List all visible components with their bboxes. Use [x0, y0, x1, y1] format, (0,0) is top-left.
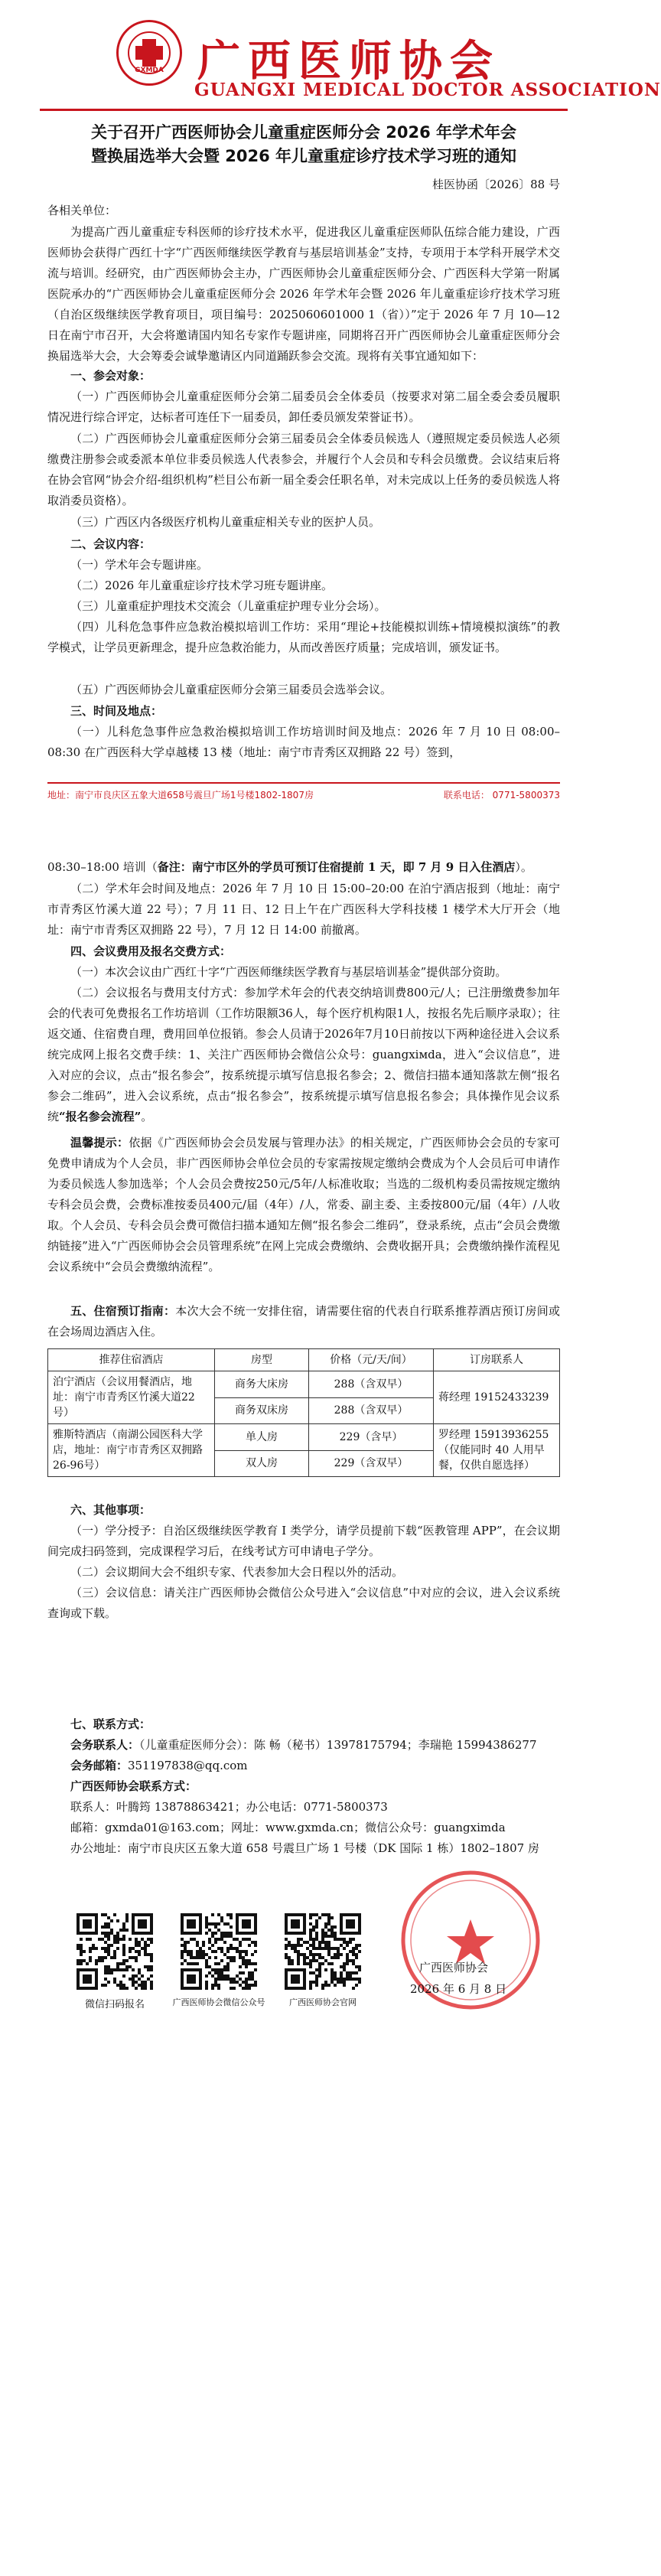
section-5: 五、住宿预订指南：本次大会不统一安排住宿，请需要住宿的代表自行联系推荐酒店预订房间或在会场周边酒店入住。	[47, 1304, 560, 1339]
wechat-official-account-qr-code[interactable]	[181, 1913, 257, 1990]
section-4-item: （二）会议报名与费用支付方式：参加学术年会的代表交纳培训费800元/人；已注册缴费参加年会的代表可免费报名工作坊培训（工作坊限额36人，每个医疗机构限1人，按报名先后顺序录取）；往返交通、住宿费自理，费用回单位报销。参会人员请于2026年7月10日前按以下两种途径进入会议系统完成网上报名交费手续：1、关注广西医师协会微信公众号：guangxiмda，进入“会议信息”，进入对应的会议，点击“报名参会”，按系统提示填写信息报名参会；2、微信扫描本通知落款左侧“报名参会二维码”，进入会议系统，点击“报名参会”，按系统提示填写信息报名参会；具体操作见会议系统“报名参会流程”。	[47, 986, 560, 1123]
price-cell: 288（含双早）	[309, 1397, 434, 1424]
contact-line: 会务联系人：（儿童重症医师分会）：陈 畅（秘书）13978175794；李瑞艳 15994386277	[70, 1738, 537, 1752]
qr-caption: 广西医师协会官网	[289, 1997, 357, 2007]
qr-caption: 微信扫码报名	[84, 1999, 145, 2010]
section-2-item: （四）儿科危急事件应急救治模拟培训工作坊：采用“理论+技能模拟训练+情境模拟演练”的教学模式，让学员更新理念，提升应急救治能力，从而改善医疗质量；完成培训，颁发证书。	[47, 620, 560, 654]
section-6-title: 六、其他事项：	[70, 1503, 151, 1517]
section-4-item: （一）本次会议由广西红十字“广西医师继续医学教育与基层培训基金”提供部分资助。	[70, 965, 507, 979]
registration-qr-code[interactable]	[77, 1913, 153, 1990]
org-name: 广西医师协会	[197, 37, 500, 86]
section-3-item-1a: （一）儿科危急事件应急救治模拟培训工作坊培训时间及地点：2026 年 7 月 10 日 08:00–08:30 在广西医科大学卓越楼 13 楼（地址：南宁市青秀区双拥路 22 号）签到，	[47, 725, 560, 759]
table-header-cell: 价格（元/天/间）	[309, 1349, 434, 1371]
registration-flow-label: “报名参会流程”	[59, 1110, 142, 1123]
section-1-title: 一、参会对象：	[70, 369, 151, 383]
accommodation-note: 备注：南宁市区外的学员可预订住宿提前 1 天，即 7 月 9 日入住酒店	[157, 860, 516, 874]
section-3-item-2: （二）学术年会时间及地点：2026 年 7 月 10 日 15:00–20:00 在泊宁酒店报到（地址：南宁市青秀区竹溪大道 22 号）；7 月 11 日、12 日上午在广西医科大学科技楼 1 楼学术大厅开会（地址：南宁市青秀区双拥路 22 号），7 月 12 日 14:00 前撤离。	[47, 882, 560, 937]
section-6-item: （三）会议信息：请关注广西医师协会微信公众号进入“会议信息”中对应的会议，进入会议系统查询或下载。	[47, 1586, 560, 1620]
tip-label: 温馨提示：	[70, 1136, 129, 1149]
section-2-item: （一）学术年会专题讲座。	[70, 558, 209, 572]
room-type-cell: 商务双床房	[215, 1397, 309, 1424]
section-3-item-1b: 08:30–18:00 培训（备注：南宁市区外的学员可预订住宿提前 1 天，即 7 月 9 日入住酒店）。	[47, 860, 532, 874]
section-6-item: （二）会议期间大会不组织专家、代表参加大会日程以外的活动。	[70, 1565, 404, 1579]
org-name-en: GUANGXI MEDICAL DOCTOR ASSOCIATION	[194, 80, 661, 100]
intro-paragraph: 为提高广西儿童重症专科医师的诊疗技术水平，促进我区儿童重症医师队伍综合能力建设，广西医师协会获得广西红十字“广西医师继续医学教育与基层培训基金”支持，专项用于本学科开展学术交流与培训。经研究，由广西医师协会主办，广西医师协会儿童重症医师分会、广西医科大学第一附属医院承办的“广西医师协会儿童重症医师分会 2026 年学术年会暨 2026 年儿童重症诊疗技术学习班（自治区级继续医学教育项目，项目编号：2025060601000 1（省））”定于 2026 年 7 月 10—12 日在南宁市召开，大会将邀请国内知名专家作专题讲座，同期将召开广西医师协会儿童重症医师分会换届选举大会，大会筹委会诚挚邀请区内同道踊跃参会交流。现将有关事宜通知如下：	[47, 225, 560, 363]
document-number: 桂医协函〔2026〕88 号	[431, 178, 560, 191]
association-logo	[116, 20, 185, 89]
website-qr-code[interactable]	[285, 1913, 361, 1990]
section-1-item: （二）广西医师协会儿童重症医师分会第三届委员会全体委员候选人（遵照规定委员候选人必须缴费注册参会或委派本单位非委员候选人代表参会，并履行个人会员和专科会员缴费。会议结束后将在协会官网“协会介绍-组织机构”栏目公布新一届全委会任职名单，对未完成以上任务的委员候选人将取消委员资格）。	[47, 432, 560, 507]
contact-line: 办公地址：南宁市良庆区五象大道 658 号震旦广场 1 号楼（DK 国际 1 栋）1802–1807 房	[70, 1841, 539, 1855]
table-header-cell: 房型	[215, 1349, 309, 1371]
room-type-cell: 单人房	[215, 1424, 309, 1451]
footer-phone: 联系电话： 0771-5800373	[443, 790, 560, 801]
section-6-item: （一）学分授予：自治区级继续医学教育 I 类学分，请学员提前下载“医教管理 APP”，在会议期间完成扫码签到，完成课程学习后，在线考试方可申请电子学分。	[47, 1524, 560, 1558]
table-header-row	[48, 1349, 560, 1371]
section-2-item: （五）广西医师协会儿童重症医师分会第三届委员会选举会议。	[70, 683, 392, 696]
hotel-table	[47, 1348, 560, 1477]
section-2-item: （三）儿童重症护理技术交流会（儿童重症护理专业分会场）。	[70, 599, 386, 613]
table-row	[48, 1424, 560, 1451]
room-type-cell: 双人房	[215, 1450, 309, 1477]
section-4-tip: 温馨提示：依据《广西医师协会会员发展与管理办法》的相关规定，广西医师协会会员的专家可免费申请成为个人会员，非广西医师协会单位会员的专家需按规定缴纳会费成为个人会员后可申请作为委员候选人参加选举；个人会员会费按250元/5年/人标准收取；当选的二级机构委员需按规定缴纳专科会员会费，会费标准按委员400元/届（4年）/人，常委、副主委、主委按800元/届（4年）/人收取。个人会员、专科会员会费可微信扫描本通知左侧“报名参会二维码”，登录系统，点击“会员会费缴纳链接”进入“广西医师协会会员管理系统”在网上完成会费缴纳、会费收据开具；会费缴纳操作流程见会议系统中“会员会费缴纳流程”。	[47, 1136, 560, 1273]
room-type-cell: 商务大床房	[215, 1371, 309, 1398]
contact-line: 广西医师协会联系方式：	[70, 1779, 197, 1793]
header-divider	[40, 109, 568, 111]
section-1-item: （三）广西区内各级医疗机构儿童重症相关专业的医护人员。	[70, 515, 381, 529]
price-cell: 229（含双早）	[309, 1450, 434, 1477]
contact-cell: 罗经理 15913936255（仅能同时 40 人用早餐，仅供自愿选择）	[434, 1424, 560, 1477]
signature-org: 广西医师协会	[419, 1961, 489, 1974]
document-title	[40, 121, 568, 168]
table-row	[48, 1371, 560, 1398]
signature-date: 2026 年 6 月 8 日	[410, 1982, 507, 1996]
hotel-name-cell: 雅斯特酒店（南湖公园医科大学店，地址：南宁市青秀区双拥路26-96号）	[48, 1424, 215, 1477]
price-cell: 288（含双早）	[309, 1371, 434, 1398]
salutation: 各相关单位：	[47, 204, 117, 217]
section-2-title: 二、会议内容：	[70, 537, 151, 551]
hotel-name-cell: 泊宁酒店（会议用餐酒店，地址：南宁市青秀区竹溪大道22号）	[48, 1371, 215, 1424]
footer-address: 地址：南宁市良庆区五象大道658号震旦广场1号楼1802-1807房	[47, 790, 314, 801]
table-header-cell: 推荐住宿酒店	[48, 1349, 215, 1371]
contact-cell: 蒋经理 19152433239	[434, 1371, 560, 1424]
section-2-item: （二）2026 年儿童重症诊疗技术学习班专题讲座。	[70, 579, 333, 592]
section-1-item: （一）广西医师协会儿童重症医师分会第二届委员会全体委员（按要求对第二届全委会委员履职情况进行综合评定，达标者可连任下一届委员，卸任委员颁发荣誉证书）。	[47, 390, 560, 424]
price-cell: 229（含早）	[309, 1424, 434, 1451]
section-4-title: 四、会议费用及报名交费方式：	[70, 944, 232, 958]
footer-divider	[47, 782, 560, 784]
title-line-1: 关于召开广西医师协会儿童重症医师分会 2026 年学术年会	[90, 123, 517, 142]
logo-abbreviation: GXMDA	[135, 67, 164, 74]
contact-line: 会务邮箱：351197838@qq.com	[70, 1759, 248, 1772]
section-3-title: 三、时间及地点：	[70, 704, 163, 718]
page-footer	[47, 788, 560, 801]
title-line-2: 暨换届选举大会暨 2026 年儿童重症诊疗技术学习班的通知	[90, 147, 517, 165]
table-header-cell: 订房联系人	[434, 1349, 560, 1371]
section-7-title: 七、联系方式：	[70, 1717, 151, 1731]
contact-line: 邮箱：gxmda01@163.com；网址：www.gxmda.cn；微信公众号：guangximda	[70, 1821, 506, 1834]
section-5-title: 五、住宿预订指南：	[70, 1304, 176, 1318]
qr-caption: 广西医师协会微信公众号	[172, 1997, 265, 2007]
contact-line: 联系人：叶腾筠 13878863421；办公电话：0771-5800373	[70, 1800, 388, 1814]
